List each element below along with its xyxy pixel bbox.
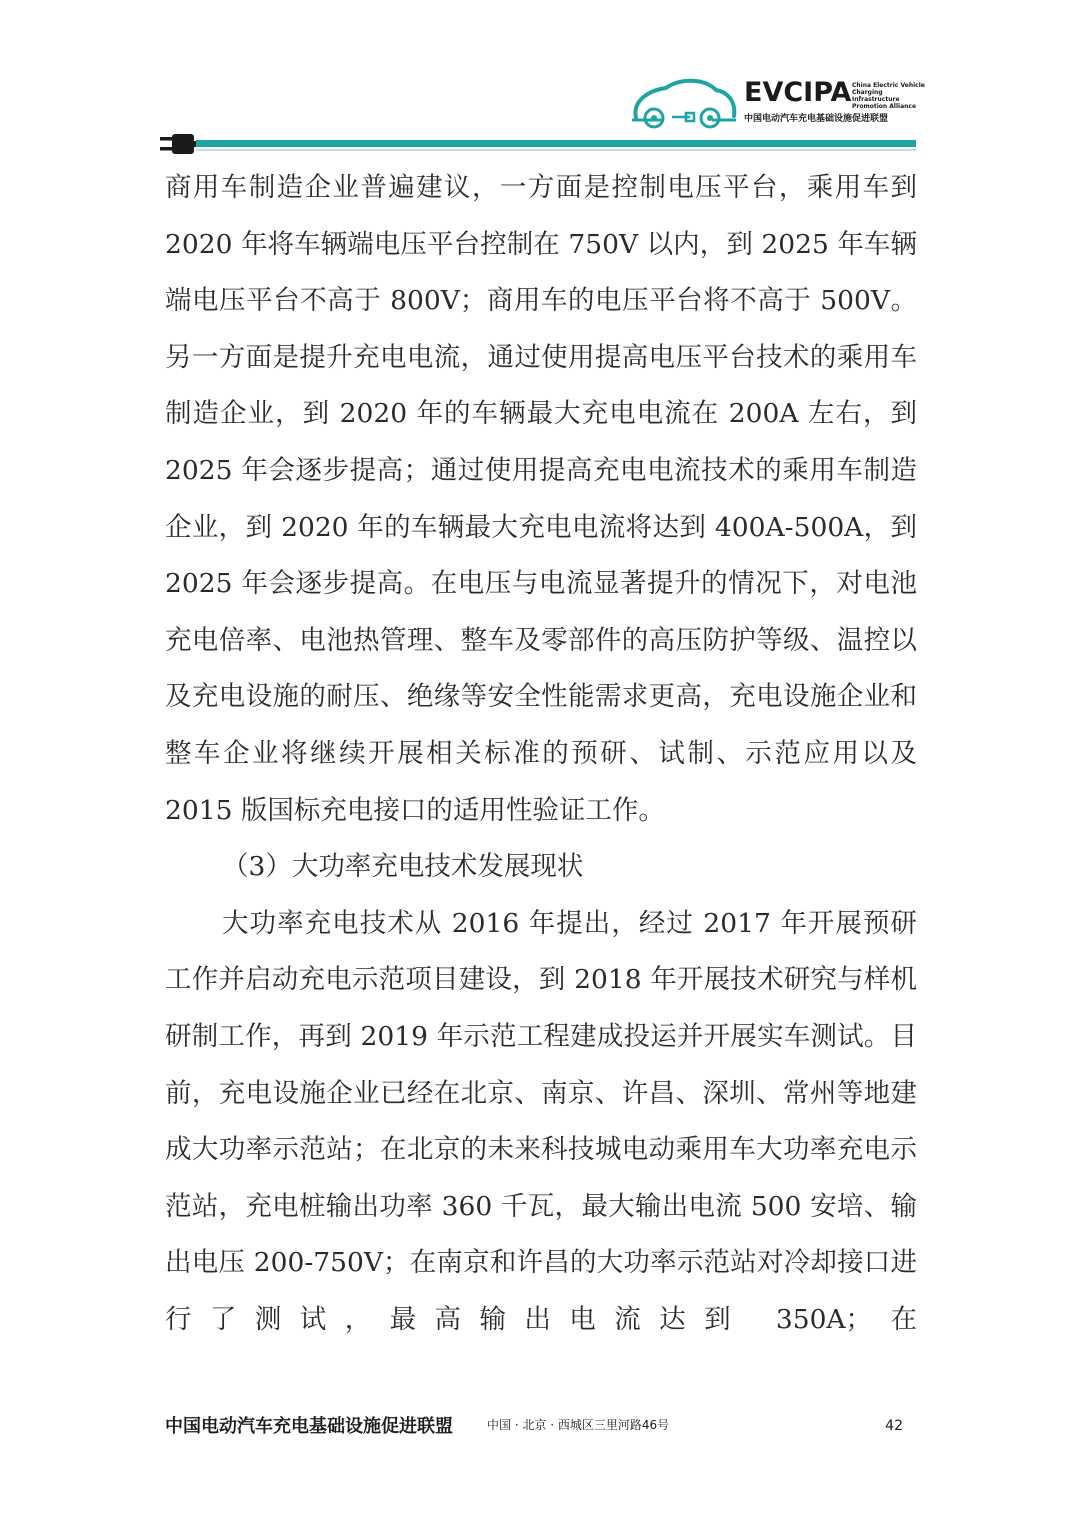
header-divider [196, 140, 916, 147]
logo-wordmark: EVCIPA [744, 77, 852, 108]
footer-organization: 中国电动汽车充电基础设施促进联盟 [165, 1416, 453, 1437]
logo-english-name: China Electric Vehicle Charging Infrastructure Promotion Alliance [852, 82, 925, 110]
page-header [0, 0, 1080, 170]
body-paragraph: 商用车制造企业普遍建议，一方面是控制电压平台，乘用车到 2020 年将车辆端电压平台控制在 750V 以内，到 2025 年车辆端电压平台不高于 800V；商用车的电压平台将不高于 500V。另一方面是提升充电电流，通过使用提高电压平台技术的乘用车制造企业，到 2020 年的车辆最大充电电流在 200A 左右，到 2025 年会逐步提高；通过使用提高充电电流技术的乘用车制造企业，到 2020 年的车辆最大充电电流将达到 400A-500A，到 2025 年会逐步提高。在电压与电流显著提升的情况下，对电池充电倍率、电池热管理、整车及零部件的高压防护等级、温控以及充电设施的耐压、绝缘等安全性能需求更高，充电设施企业和整车企业将继续开展相关标准的预研、试制、示范应用以及 2015 版国标充电接口的适用性验证工作。 [165, 172, 917, 826]
page-number: 42 [885, 1418, 903, 1434]
footer-address: 中国 · 北京 · 西城区三里河路46号 [487, 1418, 670, 1432]
plug-icon [158, 130, 198, 158]
page-body [165, 160, 917, 1348]
page-footer [165, 1408, 917, 1444]
body-paragraph: 大功率充电技术从 2016 年提出，经过 2017 年开展预研工作并启动充电示范项目建设，到 2018 年开展技术研究与样机研制工作，再到 2019 年示范工程建成投运并开展实车测试。目前，充电设施企业已经在北京、南京、许昌、深圳、常州等地建成大功率示范站；在北京的未来科技城电动乘用车大功率充电示范站，充电桩输出功率 360 千瓦，最大输出电流 500 安培、输出电压 200-750V；在南京和许昌的大功率示范站对冷却接口进行了测试，最高输出电流达到 350A；在 [165, 907, 917, 1335]
section-heading: （3）大功率充电技术发展现状 [222, 851, 584, 883]
logo-chinese-name: 中国电动汽车充电基础设施促进联盟 [744, 114, 889, 124]
header-divider-shadow [196, 149, 916, 151]
electric-car-logo-icon [628, 70, 740, 132]
alliance-logo [744, 78, 924, 126]
